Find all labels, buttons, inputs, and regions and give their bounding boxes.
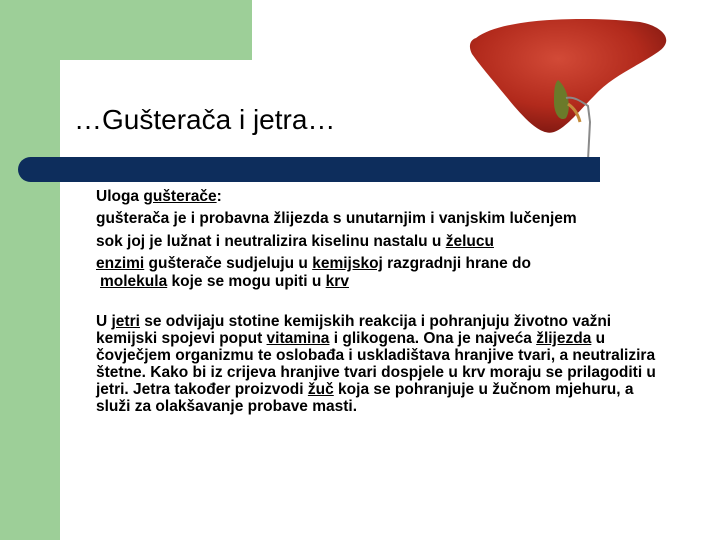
liver-image [462, 10, 672, 160]
link-zlijezda[interactable]: žlijezda [536, 330, 592, 347]
link-kemijskoj[interactable]: kemijskoj [312, 255, 383, 272]
section1-line2: sok joj je lužnat i neutralizira kiselinu nastalu u želucu [96, 233, 494, 250]
left-green-strip [0, 0, 60, 540]
link-zelucu[interactable]: želucu [445, 233, 494, 250]
section1-line1: gušterača je i probavna žlijezda s unutarnjim i vanjskim lučenjem [96, 210, 577, 227]
link-jetri[interactable]: jetri [111, 313, 140, 330]
link-krv[interactable]: krv [325, 273, 349, 290]
top-green-block [0, 0, 252, 60]
link-gusterace[interactable]: gušterače [143, 188, 217, 205]
link-molekula[interactable]: molekula [100, 273, 168, 290]
page-title: …Gušterača i jetra… [74, 104, 336, 135]
section1-line3: enzimi gušterače sudjeluju u kemijskoj razgradnji hrane do [96, 255, 531, 272]
section1-line4: molekula koje se mogu upiti u krv [100, 273, 349, 290]
link-enzimi[interactable]: enzimi [96, 255, 145, 272]
title-bar-divider [18, 157, 600, 182]
link-vitamina[interactable]: vitamina [266, 330, 330, 347]
link-zuc[interactable]: žuč [307, 381, 334, 398]
section1-heading: Uloga gušterače: [96, 188, 222, 205]
section2-paragraph: U jetri se odvijaju stotine kemijskih reakcija i pohranjuju životno važni kemijski spojevi poput vitamina i glikogena. Ona je najveća žlijezda u čovječjem organizmu te oslobađa i uskladištava hranjive tvari, a neutralizira štetne. Kako bi iz crijeva hranjive tvari dospjele u krv moraju se prilagoditi u jetri. Jetra također proizvodi žuč koja se pohranjuje u žučnom mjehuru, a služi za olakšavanje probave masti. [96, 313, 656, 415]
